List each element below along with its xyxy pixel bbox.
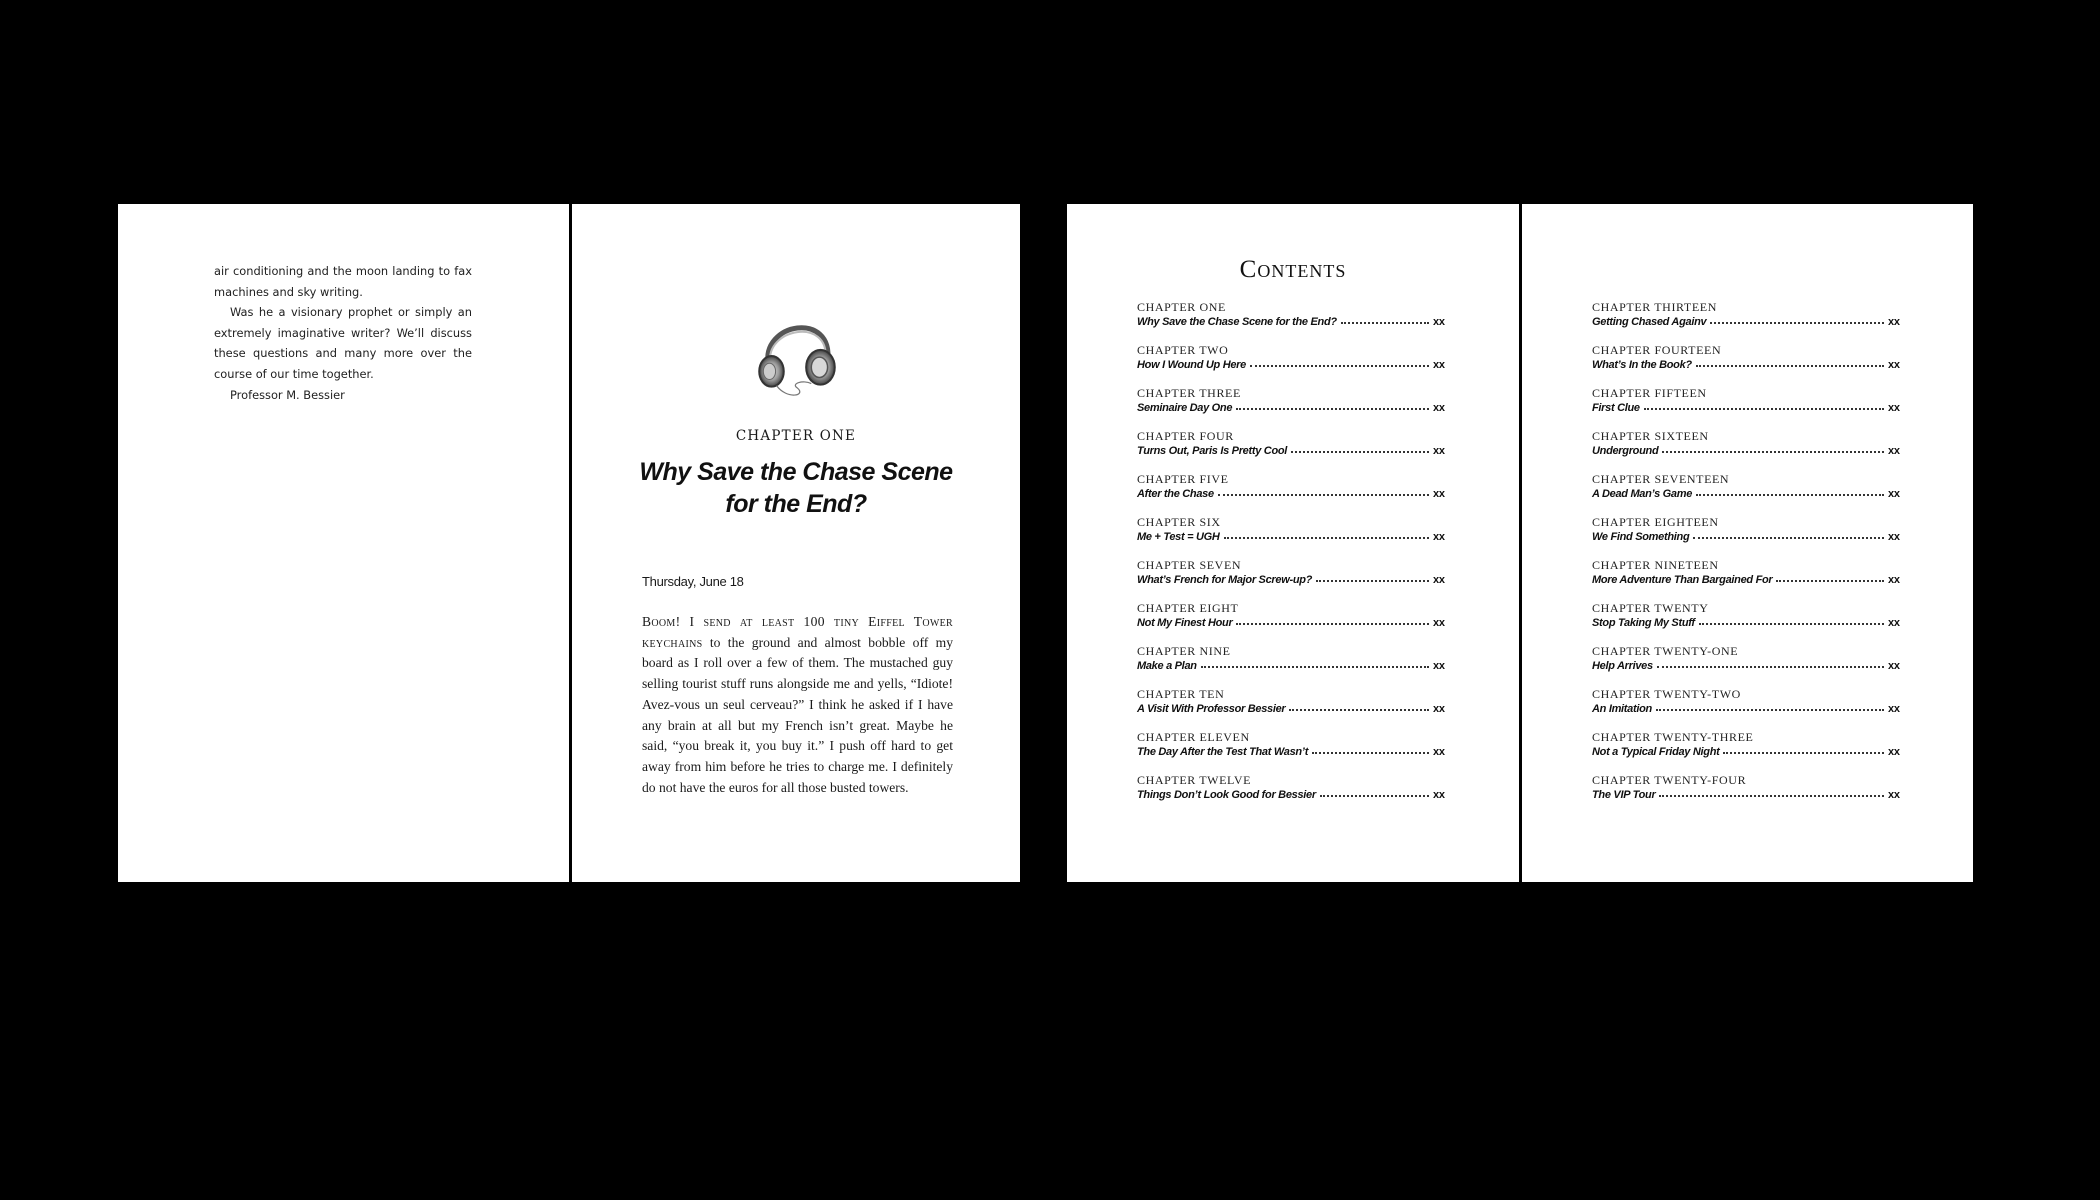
- book-page-left: [118, 204, 569, 882]
- contents-entry: [1137, 429, 1443, 472]
- body-text: to the ground and almost bobble off my board as I roll over a few of them. The mustached guy selling tourist stuff runs alongside me and yells, “Idiote! Avez-vous un seul cerveau?” I think he asked if I have any brain at all but my French isn’t great. Maybe he said, “you break it, you buy it.” I push off hard to get away from him before he tries to charge me. I definitely do not have the euros for all those busted towers.: [642, 634, 953, 795]
- dot-leader: [1696, 485, 1884, 496]
- dot-leader: [1250, 356, 1429, 367]
- contents-chapter-title: Turns Out, Paris Is Pretty Cool: [1137, 445, 1288, 457]
- contents-chapter-title: The Day After the Test That Wasn’t: [1137, 746, 1309, 758]
- contents-page-number: xx: [1433, 445, 1445, 457]
- contents-page-number: xx: [1888, 660, 1900, 672]
- contents-title-line: [1137, 744, 1443, 760]
- contents-entry: [1592, 300, 1898, 343]
- chapter-label: CHAPTER ONE: [735, 428, 857, 444]
- contents-page-number: xx: [1888, 488, 1900, 500]
- contents-title-line: [1137, 572, 1443, 588]
- contents-list: [1137, 300, 1443, 816]
- contents-chapter-title: Seminaire Day One: [1137, 402, 1233, 414]
- dot-leader: [1723, 743, 1884, 754]
- dot-leader: [1776, 571, 1884, 582]
- contents-chapter-label: CHAPTER ONE: [1137, 300, 1226, 314]
- headphones-icon: [746, 302, 848, 404]
- contents-title-line: [1137, 314, 1443, 330]
- contents-title-line: [1592, 357, 1898, 373]
- dot-leader: [1236, 399, 1429, 410]
- contents-chapter-title: Underground: [1592, 445, 1659, 457]
- contents-title-line: [1137, 701, 1443, 717]
- contents-list: [1592, 300, 1898, 816]
- contents-title-line: [1137, 486, 1443, 502]
- contents-page-number: xx: [1888, 445, 1900, 457]
- contents-title-line: [1592, 572, 1898, 588]
- chapter-title: [622, 456, 970, 520]
- contents-chapter-label: CHAPTER SEVEN: [1137, 558, 1242, 572]
- contents-chapter-label: CHAPTER TEN: [1137, 687, 1225, 701]
- dot-leader: [1289, 700, 1429, 711]
- contents-entry: [1592, 472, 1898, 515]
- contents-chapter-title: A Dead Man’s Game: [1592, 488, 1693, 500]
- contents-chapter-label: CHAPTER SIX: [1137, 515, 1221, 529]
- contents-page-number: xx: [1433, 402, 1445, 414]
- contents-chapter-label: CHAPTER FOUR: [1137, 429, 1234, 443]
- lead-in-text: Boom! I send at least 100 tiny Eiffel Tower keychains: [642, 614, 953, 650]
- contents-entry: [1592, 515, 1898, 558]
- chapter-date: Thursday, June 18: [642, 574, 744, 589]
- contents-chapter-title: More Adventure Than Bargained For: [1592, 574, 1773, 586]
- contents-chapter-title: Getting Chased Againv: [1592, 316, 1707, 328]
- contents-title-line: [1592, 400, 1898, 416]
- contents-chapter-title: What’s French for Major Screw-up?: [1137, 574, 1313, 586]
- contents-chapter-title: Help Arrives: [1592, 660, 1653, 672]
- contents-chapter-label: CHAPTER SEVENTEEN: [1592, 472, 1730, 486]
- contents-title-line: [1592, 787, 1898, 803]
- paragraph: Was he a visionary prophet or simply an extremely imaginative writer? We’ll discuss these questions and many more over the course of our time together.: [214, 305, 472, 381]
- contents-entry: [1592, 386, 1898, 429]
- contents-chapter-title: Not My Finest Hour: [1137, 617, 1233, 629]
- contents-page-number: xx: [1433, 574, 1445, 586]
- contents-chapter-label: CHAPTER SIXTEEN: [1592, 429, 1709, 443]
- contents-chapter-title: After the Chase: [1137, 488, 1214, 500]
- contents-chapter-label: CHAPTER FOURTEEN: [1592, 343, 1722, 357]
- contents-page-number: xx: [1433, 746, 1445, 758]
- contents-entry: [1137, 644, 1443, 687]
- contents-entry: [1137, 386, 1443, 429]
- contents-entry: [1592, 343, 1898, 386]
- dot-leader: [1320, 786, 1429, 797]
- dot-leader: [1657, 657, 1884, 668]
- contents-entry: [1592, 601, 1898, 644]
- contents-chapter-title: Me + Test = UGH: [1137, 531, 1220, 543]
- contents-page-number: xx: [1888, 402, 1900, 414]
- contents-chapter-label: CHAPTER NINE: [1137, 644, 1231, 658]
- contents-page-number: xx: [1433, 703, 1445, 715]
- contents-title-line: [1592, 486, 1898, 502]
- contents-entry: [1592, 644, 1898, 687]
- dot-leader: [1644, 399, 1884, 410]
- contents-chapter-title: What’s In the Book?: [1592, 359, 1692, 371]
- contents-chapter-title: First Clue: [1592, 402, 1640, 414]
- dot-leader: [1699, 614, 1884, 625]
- contents-title-line: [1592, 443, 1898, 459]
- contents-title-line: [1137, 400, 1443, 416]
- paragraph: air conditioning and the moon landing to fax machines and sky writing.: [214, 264, 472, 299]
- contents-entry: [1137, 515, 1443, 558]
- contents-chapter-label: CHAPTER TWENTY-THREE: [1592, 730, 1754, 744]
- contents-entry: [1137, 601, 1443, 644]
- contents-title-line: [1137, 529, 1443, 545]
- contents-chapter-label: CHAPTER EIGHT: [1137, 601, 1239, 615]
- contents-entry: [1137, 472, 1443, 515]
- contents-title-line: [1137, 443, 1443, 459]
- contents-page-number: xx: [1888, 746, 1900, 758]
- dot-leader: [1662, 442, 1884, 453]
- contents-chapter-label: CHAPTER THREE: [1137, 386, 1241, 400]
- contents-entry: [1592, 429, 1898, 472]
- contents-chapter-title: An Imitation: [1592, 703, 1652, 715]
- contents-entry: [1137, 343, 1443, 386]
- contents-page-number: xx: [1888, 703, 1900, 715]
- contents-entry: [1137, 773, 1443, 816]
- contents-chapter-label: CHAPTER TWELVE: [1137, 773, 1252, 787]
- signature-line: Professor M. Bessier: [230, 387, 345, 402]
- dot-leader: [1201, 657, 1429, 668]
- contents-entry: [1137, 730, 1443, 773]
- contents-title-line: [1592, 615, 1898, 631]
- contents-chapter-label: CHAPTER TWENTY-FOUR: [1592, 773, 1747, 787]
- contents-chapter-label: CHAPTER ELEVEN: [1137, 730, 1250, 744]
- contents-entry: [1137, 558, 1443, 601]
- dot-leader: [1656, 700, 1884, 711]
- contents-chapter-title: How I Wound Up Here: [1137, 359, 1246, 371]
- contents-page-left: [1067, 204, 1519, 882]
- contents-page-number: xx: [1888, 316, 1900, 328]
- contents-title-line: [1592, 314, 1898, 330]
- contents-page-number: xx: [1433, 617, 1445, 629]
- dot-leader: [1341, 313, 1429, 324]
- dot-leader: [1696, 356, 1884, 367]
- contents-heading: Contents: [1239, 256, 1347, 283]
- chapter-body-text: [642, 612, 953, 798]
- chapter-title-line: for the End?: [725, 490, 867, 518]
- contents-entry: [1592, 558, 1898, 601]
- contents-chapter-title: The VIP Tour: [1592, 789, 1656, 801]
- contents-chapter-title: We Find Something: [1592, 531, 1690, 543]
- contents-page-number: xx: [1888, 359, 1900, 371]
- contents-chapter-label: CHAPTER NINETEEN: [1592, 558, 1719, 572]
- contents-entry: [1592, 730, 1898, 773]
- contents-chapter-title: Why Save the Chase Scene for the End?: [1137, 316, 1337, 328]
- dot-leader: [1312, 743, 1429, 754]
- chapter-one-page: [572, 204, 1020, 882]
- contents-page-number: xx: [1433, 488, 1445, 500]
- contents-chapter-title: A Visit With Professor Bessier: [1137, 703, 1286, 715]
- contents-page-number: xx: [1433, 316, 1445, 328]
- contents-page-right: [1522, 204, 1973, 882]
- contents-chapter-title: Not a Typical Friday Night: [1592, 746, 1720, 758]
- contents-chapter-title: Things Don’t Look Good for Bessier: [1137, 789, 1316, 801]
- contents-page-number: xx: [1433, 359, 1445, 371]
- contents-chapter-label: CHAPTER TWO: [1137, 343, 1229, 357]
- contents-title-line: [1137, 787, 1443, 803]
- dot-leader: [1693, 528, 1884, 539]
- dot-leader: [1224, 528, 1429, 539]
- contents-title-line: [1137, 357, 1443, 373]
- contents-chapter-label: CHAPTER TWENTY-TWO: [1592, 687, 1741, 701]
- dot-leader: [1659, 786, 1884, 797]
- contents-title-line: [1592, 744, 1898, 760]
- dot-leader: [1291, 442, 1429, 453]
- contents-chapter-label: CHAPTER TWENTY-ONE: [1592, 644, 1739, 658]
- contents-page-number: xx: [1433, 789, 1445, 801]
- contents-entry: [1592, 773, 1898, 816]
- contents-chapter-title: Stop Taking My Stuff: [1592, 617, 1695, 629]
- contents-page-number: xx: [1433, 531, 1445, 543]
- contents-entry: [1137, 687, 1443, 730]
- contents-title-line: [1592, 658, 1898, 674]
- contents-chapter-label: CHAPTER FIFTEEN: [1592, 386, 1707, 400]
- contents-page-number: xx: [1888, 574, 1900, 586]
- chapter-title-line: Why Save the Chase Scene: [639, 458, 953, 486]
- contents-page-number: xx: [1433, 660, 1445, 672]
- dot-leader: [1710, 313, 1884, 324]
- dot-leader: [1236, 614, 1429, 625]
- contents-chapter-title: Make a Plan: [1137, 660, 1197, 672]
- contents-chapter-label: CHAPTER EIGHTEEN: [1592, 515, 1719, 529]
- contents-chapter-label: CHAPTER THIRTEEN: [1592, 300, 1717, 314]
- contents-entry: [1592, 687, 1898, 730]
- page-body-text: [214, 261, 472, 405]
- contents-page-number: xx: [1888, 531, 1900, 543]
- contents-title-line: [1592, 701, 1898, 717]
- dot-leader: [1316, 571, 1429, 582]
- contents-title-line: [1137, 658, 1443, 674]
- contents-page-number: xx: [1888, 617, 1900, 629]
- contents-page-number: xx: [1888, 789, 1900, 801]
- dot-leader: [1218, 485, 1429, 496]
- contents-chapter-label: CHAPTER FIVE: [1137, 472, 1229, 486]
- contents-entry: [1137, 300, 1443, 343]
- contents-title-line: [1592, 529, 1898, 545]
- contents-chapter-label: CHAPTER TWENTY: [1592, 601, 1709, 615]
- contents-title-line: [1137, 615, 1443, 631]
